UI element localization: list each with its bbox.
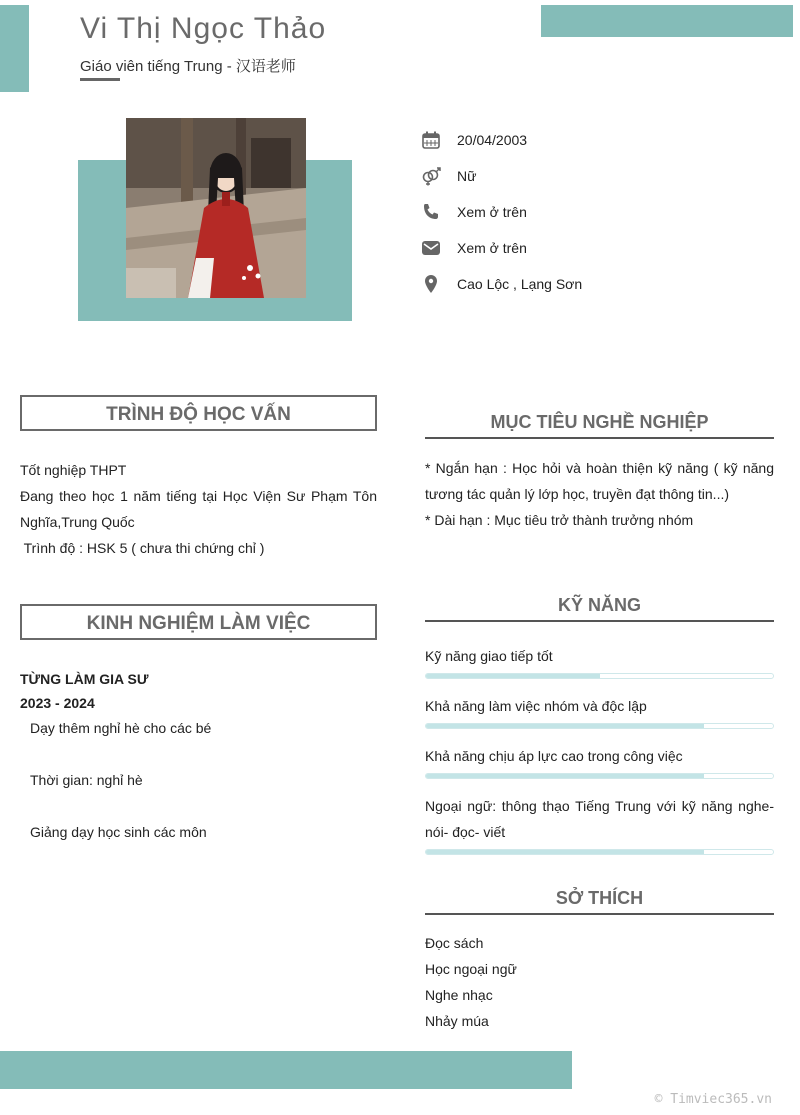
address-value: Cao Lộc , Lạng Sơn — [457, 276, 583, 292]
hobby-item: Đọc sách — [425, 935, 484, 951]
skill-label: Ngoại ngữ: thông thạo Tiếng Trung với kỹ năng nghe- nói- đọc- viết — [425, 798, 774, 840]
skill-bar-fill — [426, 674, 600, 678]
info-gender — [420, 165, 476, 187]
skill-item — [425, 793, 774, 855]
footer-watermark: © Timviec365.vn — [654, 1092, 772, 1107]
info-birthdate — [420, 129, 527, 151]
skill-bar-fill — [426, 850, 704, 854]
hobbies-heading: SỞ THÍCH — [425, 888, 774, 915]
skill-label: Kỹ năng giao tiếp tốt — [425, 648, 553, 664]
decor-block-top-right — [541, 5, 793, 37]
skill-bar — [425, 723, 774, 729]
hobby-item: Nghe nhạc — [425, 987, 493, 1003]
objective-line: * Ngắn hạn : Học hỏi và hoàn thiện kỹ năng ( kỹ năng tương tác quản lý lớp học, truyền đạt thông tin...) — [425, 460, 774, 502]
education-heading: TRÌNH ĐỘ HỌC VẤN — [20, 395, 377, 431]
title-underline — [80, 78, 120, 81]
phone-value: Xem ở trên — [457, 204, 527, 220]
info-phone — [420, 201, 527, 223]
envelope-icon — [420, 237, 442, 259]
skills-section — [425, 643, 774, 855]
skill-item — [425, 743, 774, 779]
skill-bar — [425, 673, 774, 679]
skill-label: Khả năng chịu áp lực cao trong công việc — [425, 748, 683, 764]
objective-heading: MỤC TIÊU NGHỀ NGHIỆP — [425, 412, 774, 439]
decor-block-left — [0, 5, 29, 92]
experience-line: Dạy thêm nghỉ hè cho các bé — [30, 720, 212, 736]
experience-line: Giảng dạy học sinh các môn — [30, 824, 207, 840]
skill-bar — [425, 849, 774, 855]
hobbies-section — [425, 930, 774, 1034]
skill-item — [425, 693, 774, 729]
candidate-title: Giáo viên tiếng Trung - 汉语老师 — [80, 58, 296, 75]
education-line: Đang theo học 1 năm tiếng tại Học Viện Sư Phạm Tôn Nghĩa,Trung Quốc — [20, 488, 377, 530]
birthdate-value: 20/04/2003 — [457, 132, 528, 148]
experience-period: 2023 - 2024 — [20, 695, 95, 711]
skill-item — [425, 643, 774, 679]
profile-photo-illustration — [126, 118, 306, 298]
skill-label: Khả năng làm việc nhóm và độc lập — [425, 698, 647, 714]
candidate-name: Vi Thị Ngọc Thảo — [80, 12, 327, 45]
objective-section — [425, 455, 774, 533]
info-email — [420, 237, 527, 259]
gender-icon — [420, 165, 442, 187]
email-value: Xem ở trên — [457, 240, 527, 256]
decor-block-bottom — [0, 1051, 572, 1089]
objective-line: * Dài hạn : Mục tiêu trở thành trưởng nhóm — [425, 512, 694, 528]
hobby-item: Nhảy múa — [425, 1013, 489, 1029]
gender-value: Nữ — [457, 168, 477, 184]
profile-photo — [126, 118, 306, 298]
skills-heading: KỸ NĂNG — [425, 595, 774, 622]
experience-section — [20, 667, 377, 845]
skill-bar-fill — [426, 774, 704, 778]
experience-heading: KINH NGHIỆM LÀM VIỆC — [20, 604, 377, 640]
education-line: Trình độ : HSK 5 ( chưa thi chứng chỉ ) — [20, 540, 265, 556]
experience-line: Thời gian: nghỉ hè — [30, 772, 143, 788]
education-line: Tốt nghiệp THPT — [20, 462, 127, 478]
hobby-item: Học ngoại ngữ — [425, 961, 517, 977]
experience-job-title: TỪNG LÀM GIA SƯ — [20, 671, 149, 687]
phone-icon — [420, 201, 442, 223]
calendar-icon — [420, 129, 442, 151]
education-section — [20, 457, 377, 561]
location-pin-icon — [420, 273, 442, 295]
skill-bar — [425, 773, 774, 779]
info-address — [420, 273, 582, 295]
skill-bar-fill — [426, 724, 704, 728]
